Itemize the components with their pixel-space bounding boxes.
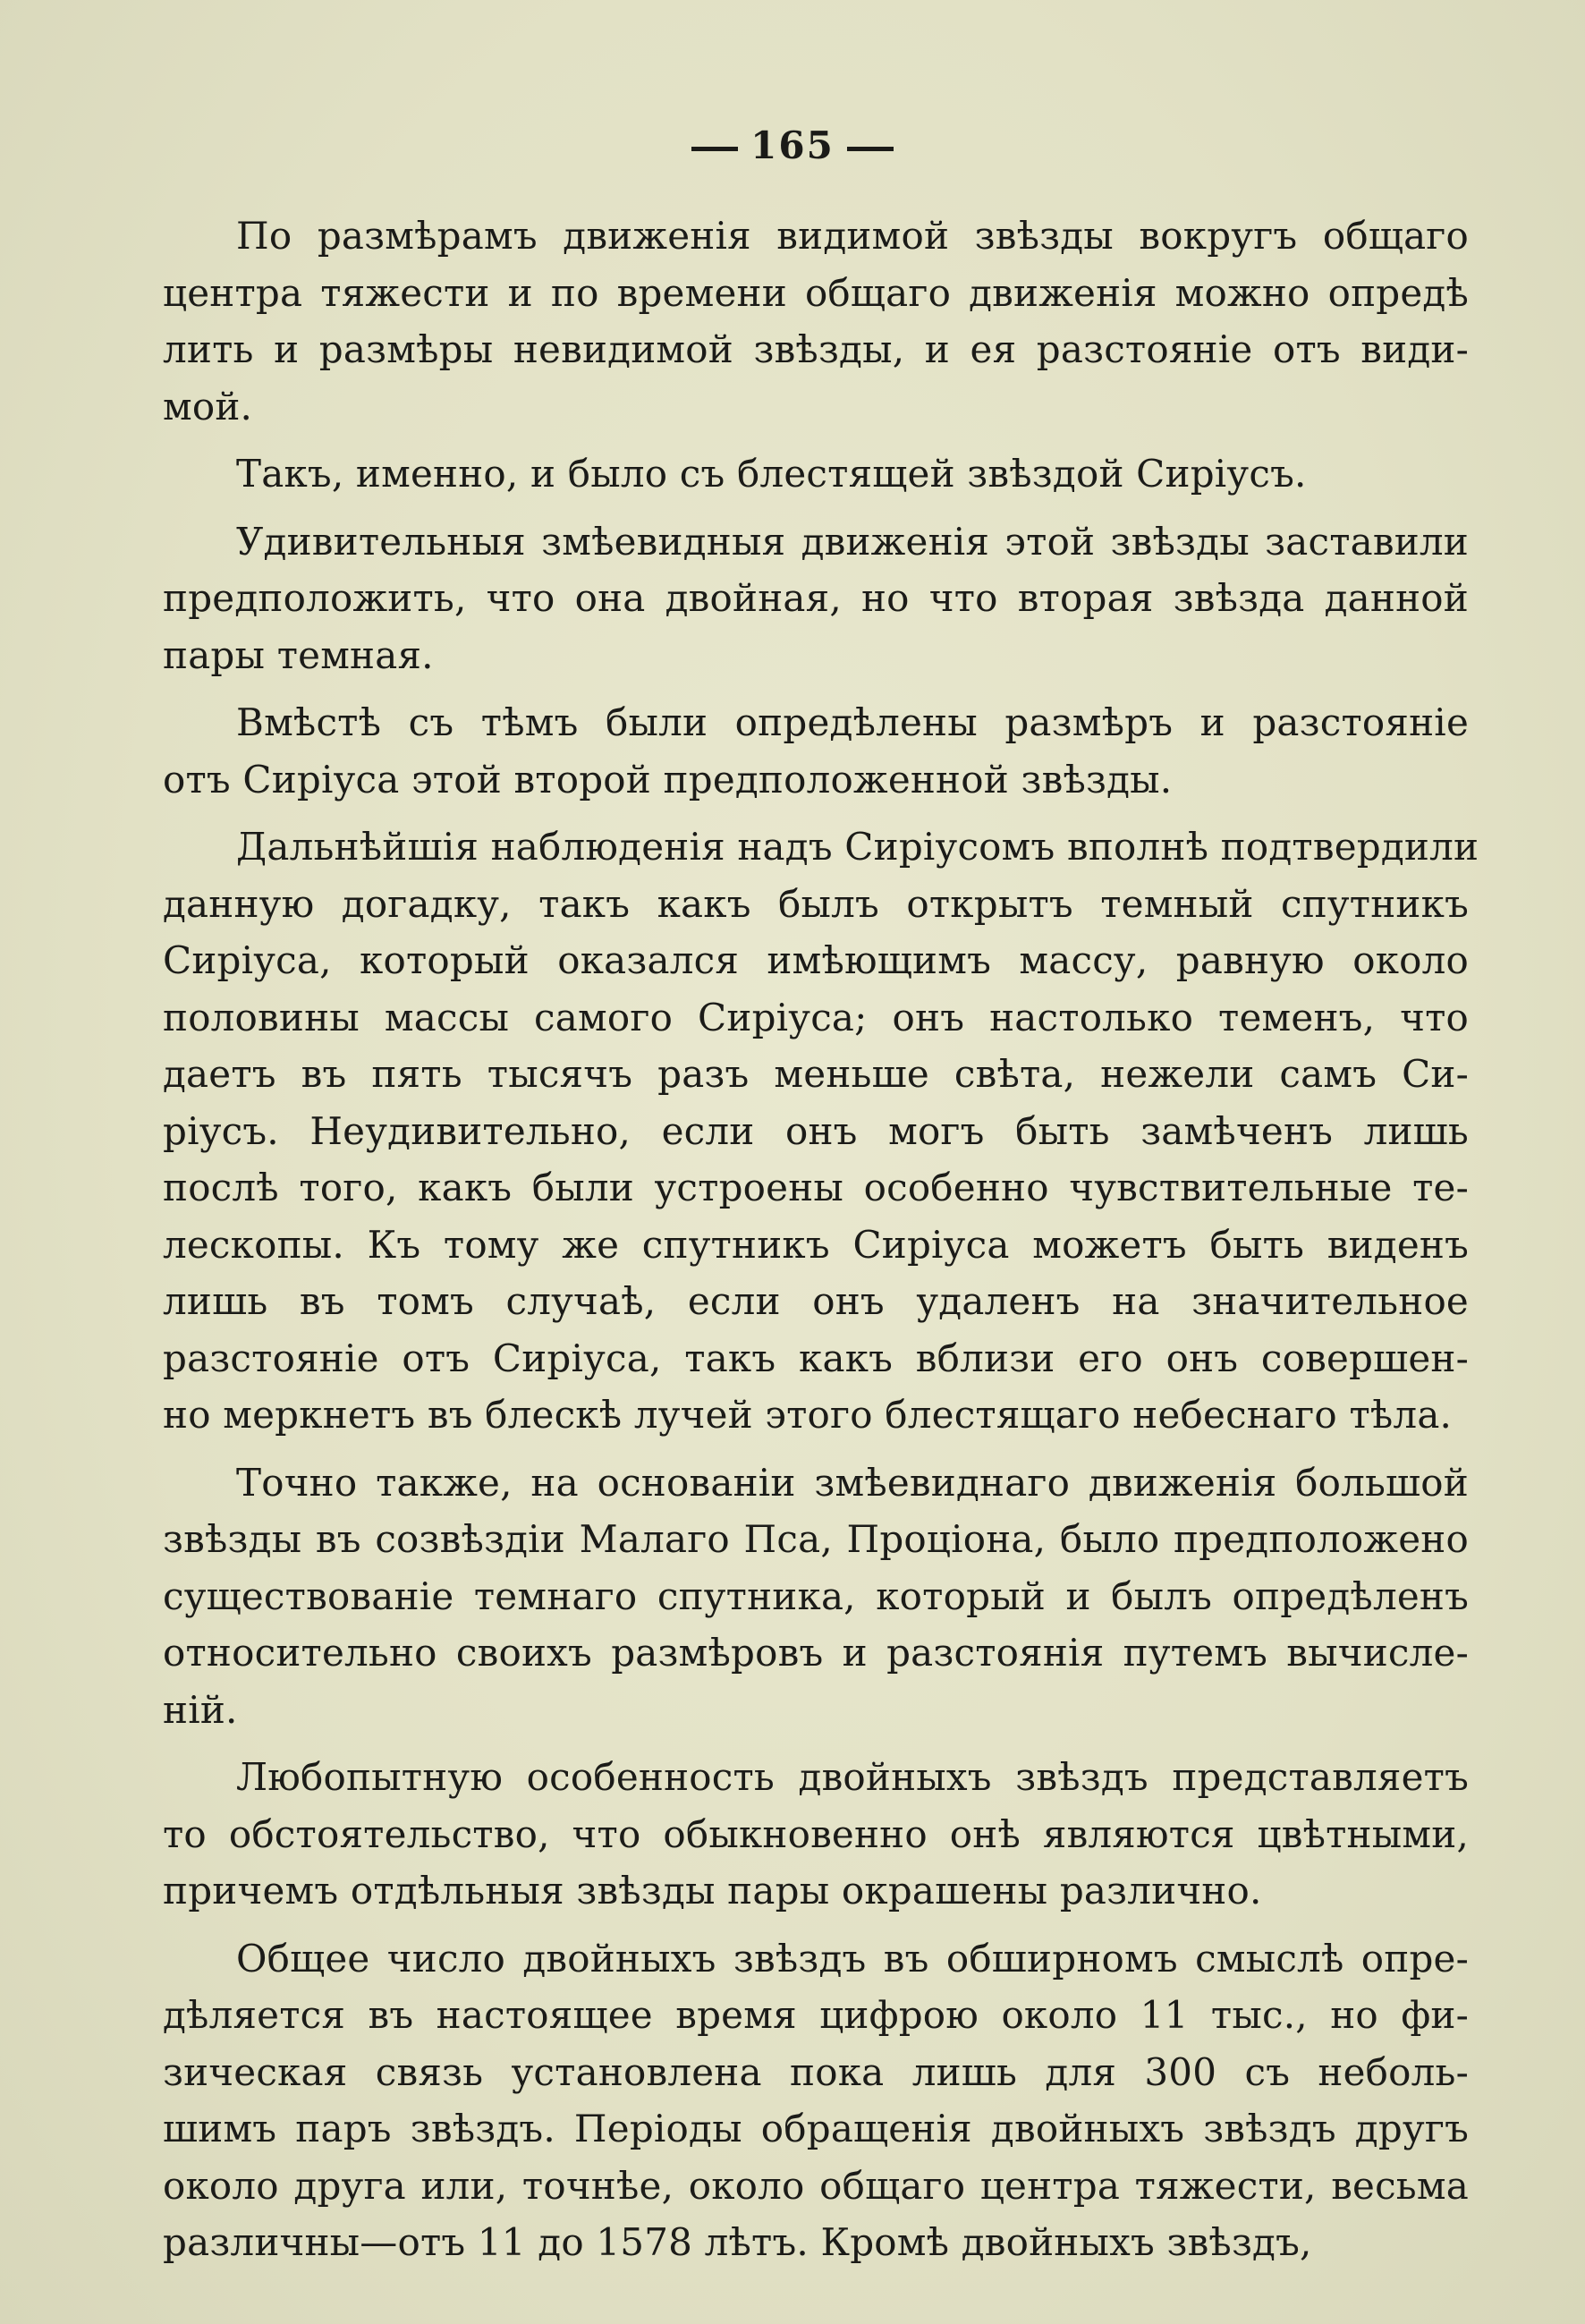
text-line: лишь въ томъ случаѣ, если онъ удаленъ на значительное xyxy=(163,1279,1469,1323)
text-line: даетъ въ пять тысячъ разъ меньше свѣта, нежели самъ Си- xyxy=(163,1052,1469,1096)
right-dash xyxy=(847,147,894,151)
paragraph-gap xyxy=(163,683,1469,694)
text-line: данную догадку, такъ какъ былъ открытъ темный спутникъ xyxy=(163,881,1469,926)
text-line: По размѣрамъ движенія видимой звѣзды вокругъ общаго xyxy=(236,214,1469,258)
paragraph-gap xyxy=(163,808,1469,818)
text-line: ній. xyxy=(163,1687,238,1732)
text-line: мой. xyxy=(163,384,253,428)
text-line: зическая связь установлена пока лишь для 300 съ неболь- xyxy=(163,2049,1469,2094)
text-line: пары темная. xyxy=(163,632,434,677)
text-line: половины массы самого Сиріуса; онъ настолько теменъ, что xyxy=(163,995,1469,1039)
paragraph-gap xyxy=(163,503,1469,513)
text-line: то обстоятельство, что обыкновенно онѣ являются цвѣтными, xyxy=(163,1811,1469,1856)
text-line: центра тяжести и по времени общаго движенія можно опредѣ xyxy=(163,270,1469,315)
text-line: около друга или, точнѣе, около общаго центра тяжести, весьма xyxy=(163,2163,1469,2208)
paragraph xyxy=(163,513,1469,684)
left-dash xyxy=(691,147,738,151)
paragraph xyxy=(163,445,1469,503)
paragraph-gap xyxy=(163,1444,1469,1455)
paragraph xyxy=(163,1930,1469,2271)
text-line: ріусъ. Неудивительно, если онъ могъ быть замѣченъ лишь xyxy=(163,1108,1469,1153)
text-line: но меркнетъ въ блескѣ лучей этого блестящаго небеснаго тѣла. xyxy=(163,1393,1453,1437)
paragraph xyxy=(163,694,1469,808)
text-line: послѣ того, какъ были устроены особенно чувствительные те- xyxy=(163,1166,1469,1209)
text-line: отъ Сиріуса этой второй предположенной звѣзды. xyxy=(163,757,1173,802)
text-line: предположить, что она двойная, но что вторая звѣзда данной xyxy=(163,576,1469,620)
text-line: Дальнѣйшія наблюденія надъ Сиріусомъ вполнѣ подтвердили xyxy=(236,825,1479,869)
text-line: дѣляется въ настоящее время цифрою около 11 тыс., но фи- xyxy=(163,1993,1469,2037)
text-line: Любопытную особенность двойныхъ звѣздъ представляетъ xyxy=(236,1755,1469,1799)
paragraph-gap xyxy=(163,435,1469,445)
text-line: причемъ отдѣльныя звѣзды пары окрашены различно. xyxy=(163,1869,1262,1913)
text-line: Сиріуса, который оказался имѣющимъ массу, равную около xyxy=(163,938,1469,982)
page-number-value: 165 xyxy=(750,123,835,167)
paragraph xyxy=(163,818,1479,1444)
paragraph-gap xyxy=(163,1738,1469,1749)
text-line: Вмѣстѣ съ тѣмъ были опредѣлены размѣръ и разстояніе xyxy=(236,700,1469,744)
body-text xyxy=(163,208,1479,2271)
text-line: Удивительныя змѣевидныя движенія этой звѣзды заставили xyxy=(236,519,1469,564)
text-line: существованіе темнаго спутника, который и былъ опредѣленъ xyxy=(163,1573,1469,1618)
text-line: звѣзды въ созвѣздіи Малаго Пса, Проціона, было предположено xyxy=(163,1517,1469,1561)
page-number xyxy=(0,123,1585,167)
paragraph xyxy=(163,1455,1469,1739)
paragraph-gap xyxy=(163,1920,1469,1930)
paragraph xyxy=(163,208,1469,435)
text-line: Точно также, на основаніи змѣевиднаго движенія большой xyxy=(236,1460,1469,1505)
text-line: шимъ паръ звѣздъ. Періоды обращенія двойныхъ звѣздъ другъ xyxy=(163,2107,1469,2150)
text-line: Такъ, именно, и было съ блестящей звѣздой Сиріусъ. xyxy=(236,452,1307,496)
text-line: разстояніе отъ Сиріуса, такъ какъ вблизи его онъ совершен- xyxy=(163,1336,1469,1380)
text-line: лескопы. Къ тому же спутникъ Сиріуса можетъ быть виденъ xyxy=(163,1222,1469,1267)
text-line: различны—отъ 11 до 1578 лѣтъ. Кромѣ двойныхъ звѣздъ, xyxy=(163,2220,1312,2264)
text-line: Общее число двойныхъ звѣздъ въ обширномъ смыслѣ опре- xyxy=(236,1936,1469,1980)
paragraph xyxy=(163,1749,1469,1920)
text-line: относительно своихъ размѣровъ и разстоянія путемъ вычисле- xyxy=(163,1631,1469,1675)
text-line: лить и размѣры невидимой звѣзды, и ея разстояніе отъ види- xyxy=(163,327,1469,371)
